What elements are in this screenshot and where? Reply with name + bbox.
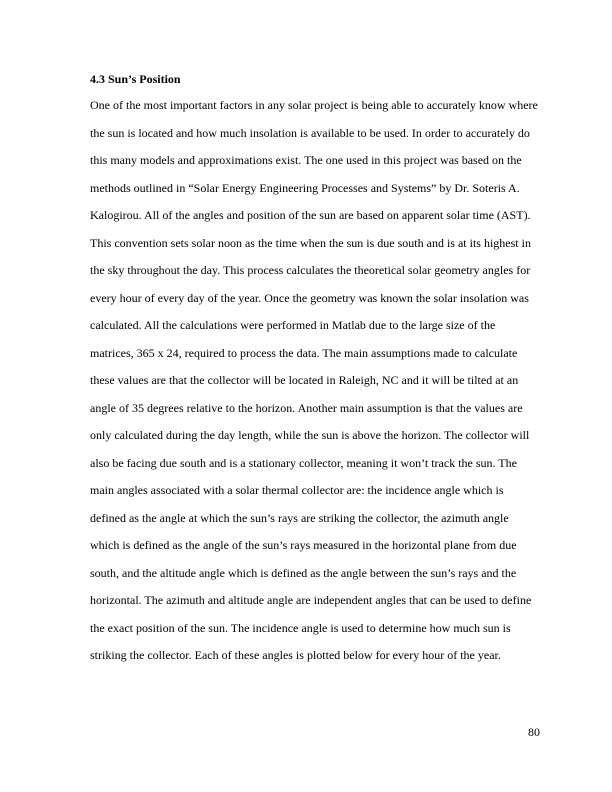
paragraph-line: these values are that the collector will be located in Raleigh, NC and it will be tilted at an (90, 373, 519, 387)
paragraph-line: angle of 35 degrees relative to the horizon. Another main assumption is that the values are (90, 400, 523, 415)
paragraph-line: every hour of every day of the year. Once the geometry was known the solar insolation was (90, 290, 529, 305)
section-heading: 4.3 Sun’s Position (90, 72, 181, 86)
paragraph-line: striking the collector. Each of these angles is plotted below for every hour of the year. (90, 648, 501, 662)
paragraph-line: only calculated during the day length, while the sun is above the horizon. The collector will (90, 428, 530, 442)
paragraph-line: main angles associated with a solar thermal collector are: the incidence angle which is (90, 483, 504, 497)
page-number: 80 (528, 725, 540, 739)
paragraph-line: One of the most important factors in any solar project is being able to accurately know where (90, 98, 538, 112)
paragraph-line: the sun is located and how much insolation is available to be used. In order to accurately do (90, 125, 530, 140)
paragraph-line: This convention sets solar noon as the time when the sun is due south and is at its highest in (90, 235, 531, 250)
paragraph-line: this many models and approximations exist. The one used in this project was based on the (90, 153, 522, 167)
paragraph-line: horizontal. The azimuth and altitude angle are independent angles that can be used to define (90, 593, 532, 607)
paragraph-line: also be facing due south and is a stationary collector, meaning it won’t track the sun. The (90, 455, 517, 470)
paragraph-line: south, and the altitude angle which is defined as the angle between the sun’s rays and the (90, 565, 517, 580)
paragraph-line: calculated. All the calculations were performed in Matlab due to the large size of the (90, 318, 496, 332)
paragraph-line: Kalogirou. All of the angles and position of the sun are based on apparent solar time (AST). (90, 208, 531, 222)
paragraph-line: the sky throughout the day. This process calculates the theoretical solar geometry angles for (90, 263, 531, 277)
paragraph-line: methods outlined in “Solar Energy Engineering Processes and Systems” by Dr. Soteris A. (90, 180, 520, 195)
paragraph-line: the exact position of the sun. The incidence angle is used to determine how much sun is (90, 620, 511, 635)
paragraph-line: which is defined as the angle of the sun’s rays measured in the horizontal plane from due (90, 538, 517, 552)
paragraph-line: matrices, 365 x 24, required to process the data. The main assumptions made to calculate (90, 345, 518, 360)
body-paragraph (90, 92, 555, 670)
paragraph-line: defined as the angle at which the sun’s rays are striking the collector, the azimuth angle (90, 510, 509, 525)
